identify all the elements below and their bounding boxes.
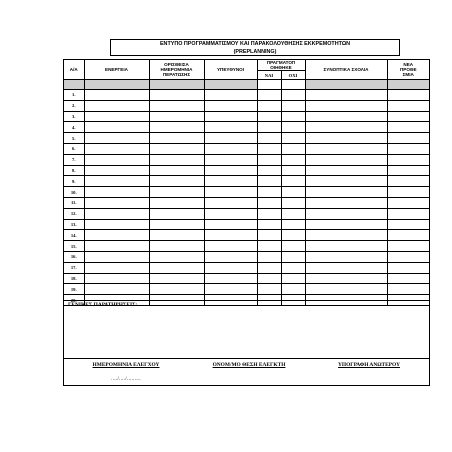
responsible-cell[interactable] [204, 100, 257, 111]
comments-cell[interactable] [305, 111, 387, 122]
oxi-cell[interactable] [281, 100, 305, 111]
row-number: 4. [64, 122, 84, 133]
energeia-cell[interactable] [84, 165, 149, 176]
general-remarks-area[interactable] [64, 300, 429, 358]
energeia-cell[interactable] [84, 219, 149, 230]
responsible-cell[interactable] [204, 262, 257, 273]
row-number: 8. [64, 165, 84, 176]
general-remarks-label: ΓΕΝΙΚΕΣ ΠΑΡΑΤΗΡΗΣΕΙΣ: [68, 302, 138, 308]
energeia-cell[interactable] [84, 273, 149, 284]
comments-cell[interactable] [305, 133, 387, 144]
deadline-cell[interactable] [149, 90, 204, 101]
oxi-cell[interactable] [281, 241, 305, 252]
oxi-cell[interactable] [281, 165, 305, 176]
table-row [64, 133, 429, 144]
comments-cell[interactable] [305, 165, 387, 176]
responsible-cell[interactable] [204, 197, 257, 208]
table-row [64, 122, 429, 133]
responsible-cell[interactable] [204, 241, 257, 252]
table-row [64, 165, 429, 176]
energeia-cell[interactable] [84, 133, 149, 144]
oxi-cell[interactable] [281, 208, 305, 219]
inspector-name-label: ΟΝΟΜ/ΜΟ ΘΕΣΗ ΕΛΕΓΚΤΗ [212, 362, 286, 368]
table-row [64, 208, 429, 219]
responsible-cell[interactable] [204, 251, 257, 262]
responsible-cell[interactable] [204, 273, 257, 284]
oxi-cell[interactable] [281, 154, 305, 165]
oxi-cell[interactable] [281, 143, 305, 154]
table-row [64, 251, 429, 262]
responsible-cell[interactable] [204, 176, 257, 187]
nai-cell[interactable] [257, 251, 281, 262]
row-number: 7. [64, 154, 84, 165]
deadline-cell[interactable] [149, 219, 204, 230]
new-deadline-cell[interactable] [387, 230, 429, 241]
row-number: 12. [64, 208, 84, 219]
energeia-cell[interactable] [84, 143, 149, 154]
comments-cell[interactable] [305, 273, 387, 284]
energeia-cell[interactable] [84, 208, 149, 219]
comments-cell[interactable] [305, 208, 387, 219]
nai-cell[interactable] [257, 122, 281, 133]
row-number: 1. [64, 90, 84, 101]
deadline-cell[interactable] [149, 100, 204, 111]
responsible-cell[interactable] [204, 143, 257, 154]
row-number: 9. [64, 176, 84, 187]
energeia-cell[interactable] [84, 154, 149, 165]
new-deadline-cell[interactable] [387, 100, 429, 111]
deadline-cell[interactable] [149, 111, 204, 122]
table-row [64, 187, 429, 198]
new-deadline-cell[interactable] [387, 176, 429, 187]
new-deadline-cell[interactable] [387, 90, 429, 101]
nai-cell[interactable] [257, 100, 281, 111]
row-number: 11. [64, 197, 84, 208]
row-number: 16. [64, 251, 84, 262]
header-ypeythynoi: ΥΠΕΥΘΥΝΟΙ [204, 60, 257, 80]
deadline-cell[interactable] [149, 230, 204, 241]
comments-cell[interactable] [305, 143, 387, 154]
new-deadline-cell[interactable] [387, 143, 429, 154]
deadline-cell[interactable] [149, 165, 204, 176]
energeia-cell[interactable] [84, 284, 149, 295]
oxi-cell[interactable] [281, 262, 305, 273]
nai-cell[interactable] [257, 219, 281, 230]
oxi-cell[interactable] [281, 273, 305, 284]
energeia-cell[interactable] [84, 122, 149, 133]
comments-cell[interactable] [305, 241, 387, 252]
preplanning-table [64, 60, 429, 306]
oxi-cell[interactable] [281, 122, 305, 133]
comments-cell[interactable] [305, 154, 387, 165]
nai-cell[interactable] [257, 197, 281, 208]
responsible-cell[interactable] [204, 208, 257, 219]
nai-cell[interactable] [257, 273, 281, 284]
deadline-cell[interactable] [149, 143, 204, 154]
nai-cell[interactable] [257, 143, 281, 154]
header-synoptika: ΣΥΝΟΠΤΙΚΑ ΣΧΟΛΙΑ [305, 60, 387, 80]
nai-cell[interactable] [257, 133, 281, 144]
new-deadline-cell[interactable] [387, 197, 429, 208]
new-deadline-cell[interactable] [387, 262, 429, 273]
new-deadline-cell[interactable] [387, 165, 429, 176]
oxi-cell[interactable] [281, 187, 305, 198]
row-number: 14. [64, 230, 84, 241]
energeia-cell[interactable] [84, 197, 149, 208]
energeia-cell[interactable] [84, 90, 149, 101]
deadline-cell[interactable] [149, 273, 204, 284]
deadline-cell[interactable] [149, 262, 204, 273]
table-row [64, 90, 429, 101]
header-nea-prothesmia: ΝΕΑ ΠΡΟΘΕ ΣΜΙΑ [387, 60, 429, 80]
new-deadline-cell[interactable] [387, 111, 429, 122]
table-row [64, 154, 429, 165]
row-number: 17. [64, 262, 84, 273]
oxi-cell[interactable] [281, 133, 305, 144]
nai-cell[interactable] [257, 176, 281, 187]
check-date-label: ΗΜΕΡΟΜΗΝΙΑ ΕΛΕΓΧΟΥ [92, 362, 160, 368]
comments-cell[interactable] [305, 230, 387, 241]
header-nai: ΝΑΙ [257, 71, 281, 80]
nai-cell[interactable] [257, 165, 281, 176]
row-number: 15. [64, 241, 84, 252]
comments-cell[interactable] [305, 100, 387, 111]
new-deadline-cell[interactable] [387, 187, 429, 198]
oxi-cell[interactable] [281, 284, 305, 295]
signature-area [64, 358, 429, 385]
check-date-field[interactable]: ..../..../......... [111, 376, 141, 382]
energeia-cell[interactable] [84, 251, 149, 262]
table-row [64, 100, 429, 111]
nai-cell[interactable] [257, 284, 281, 295]
row-number: 10. [64, 187, 84, 198]
oxi-cell[interactable] [281, 90, 305, 101]
responsible-cell[interactable] [204, 219, 257, 230]
deadline-cell[interactable] [149, 176, 204, 187]
new-deadline-cell[interactable] [387, 251, 429, 262]
nai-cell[interactable] [257, 154, 281, 165]
energeia-cell[interactable] [84, 100, 149, 111]
form-sheet [63, 59, 430, 386]
new-deadline-cell[interactable] [387, 133, 429, 144]
table-row [64, 230, 429, 241]
comments-cell[interactable] [305, 284, 387, 295]
energeia-cell[interactable] [84, 262, 149, 273]
supervisor-signature-block [319, 362, 419, 368]
deadline-cell[interactable] [149, 133, 204, 144]
oxi-cell[interactable] [281, 219, 305, 230]
nai-cell[interactable] [257, 187, 281, 198]
table-row [64, 197, 429, 208]
new-deadline-cell[interactable] [387, 154, 429, 165]
oxi-cell[interactable] [281, 111, 305, 122]
comments-cell[interactable] [305, 251, 387, 262]
form-title-line2: (PREPLANNING) [233, 48, 277, 55]
table-row [64, 219, 429, 230]
comments-cell[interactable] [305, 176, 387, 187]
row-number: 3. [64, 111, 84, 122]
comments-cell[interactable] [305, 122, 387, 133]
table-row [64, 284, 429, 295]
table-row [64, 111, 429, 122]
table-row [64, 262, 429, 273]
new-deadline-cell[interactable] [387, 208, 429, 219]
table-row [64, 241, 429, 252]
row-number: 6. [64, 143, 84, 154]
supervisor-signature-label: ΥΠΟΓΡΑΦΗ ΑΝΩΤΕΡΟΥ [338, 362, 400, 368]
responsible-cell[interactable] [204, 111, 257, 122]
deadline-cell[interactable] [149, 284, 204, 295]
comments-cell[interactable] [305, 262, 387, 273]
responsible-cell[interactable] [204, 284, 257, 295]
new-deadline-cell[interactable] [387, 122, 429, 133]
new-deadline-cell[interactable] [387, 241, 429, 252]
oxi-cell[interactable] [281, 176, 305, 187]
comments-cell[interactable] [305, 90, 387, 101]
nai-cell[interactable] [257, 111, 281, 122]
energeia-cell[interactable] [84, 230, 149, 241]
responsible-cell[interactable] [204, 90, 257, 101]
header-aa: Α/Α [64, 60, 84, 80]
comments-cell[interactable] [305, 187, 387, 198]
responsible-cell[interactable] [204, 154, 257, 165]
energeia-cell[interactable] [84, 187, 149, 198]
responsible-cell[interactable] [204, 165, 257, 176]
energeia-cell[interactable] [84, 111, 149, 122]
deadline-cell[interactable] [149, 208, 204, 219]
header-pragmatop: ΠΡΑΓΜΑΤΟΠ ΟΙΗΘΗΚΕ [257, 60, 305, 71]
oxi-cell[interactable] [281, 230, 305, 241]
energeia-cell[interactable] [84, 241, 149, 252]
table-row [64, 176, 429, 187]
row-number: 13. [64, 219, 84, 230]
form-title [110, 39, 400, 56]
responsible-cell[interactable] [204, 187, 257, 198]
nai-cell[interactable] [257, 230, 281, 241]
header-oxi: ΟΧΙ [281, 71, 305, 80]
check-date-block [76, 362, 176, 382]
row-number: 19. [64, 284, 84, 295]
table-row [64, 273, 429, 284]
header-energeia: ΕΝΕΡΓΕΙΑ [84, 60, 149, 80]
nai-cell[interactable] [257, 241, 281, 252]
row-number: 20. [64, 295, 84, 306]
deadline-cell[interactable] [149, 187, 204, 198]
responsible-cell[interactable] [204, 122, 257, 133]
deadline-cell[interactable] [149, 154, 204, 165]
responsible-cell[interactable] [204, 230, 257, 241]
nai-cell[interactable] [257, 90, 281, 101]
header-orisoeisa: ΟΡΙΣΘΕΙΣΑ ΗΜΕΡΟΜΗΝΙΑ ΠΕΡΑΤΩΣΗΣ [149, 60, 204, 80]
energeia-cell[interactable] [84, 176, 149, 187]
row-number: 5. [64, 133, 84, 144]
deadline-cell[interactable] [149, 197, 204, 208]
row-number: 2. [64, 100, 84, 111]
responsible-cell[interactable] [204, 133, 257, 144]
nai-cell[interactable] [257, 208, 281, 219]
table-row [64, 143, 429, 154]
new-deadline-cell[interactable] [387, 284, 429, 295]
inspector-name-block [194, 362, 304, 368]
comments-cell[interactable] [305, 219, 387, 230]
oxi-cell[interactable] [281, 251, 305, 262]
nai-cell[interactable] [257, 262, 281, 273]
row-number: 18. [64, 273, 84, 284]
shaded-separator-row [64, 80, 429, 90]
comments-cell[interactable] [305, 197, 387, 208]
deadline-cell[interactable] [149, 122, 204, 133]
new-deadline-cell[interactable] [387, 219, 429, 230]
deadline-cell[interactable] [149, 251, 204, 262]
new-deadline-cell[interactable] [387, 273, 429, 284]
oxi-cell[interactable] [281, 197, 305, 208]
deadline-cell[interactable] [149, 241, 204, 252]
form-title-line1: ΕΝΤΥΠΟ ΠΡΟΓΡΑΜΜΑΤΙΣΜΟΥ ΚΑΙ ΠΑΡΑΚΟΛΟΥΘΗΣΗΣ ΕΚΚΡΕΜΟΤΗΤΩΝ [159, 41, 351, 47]
